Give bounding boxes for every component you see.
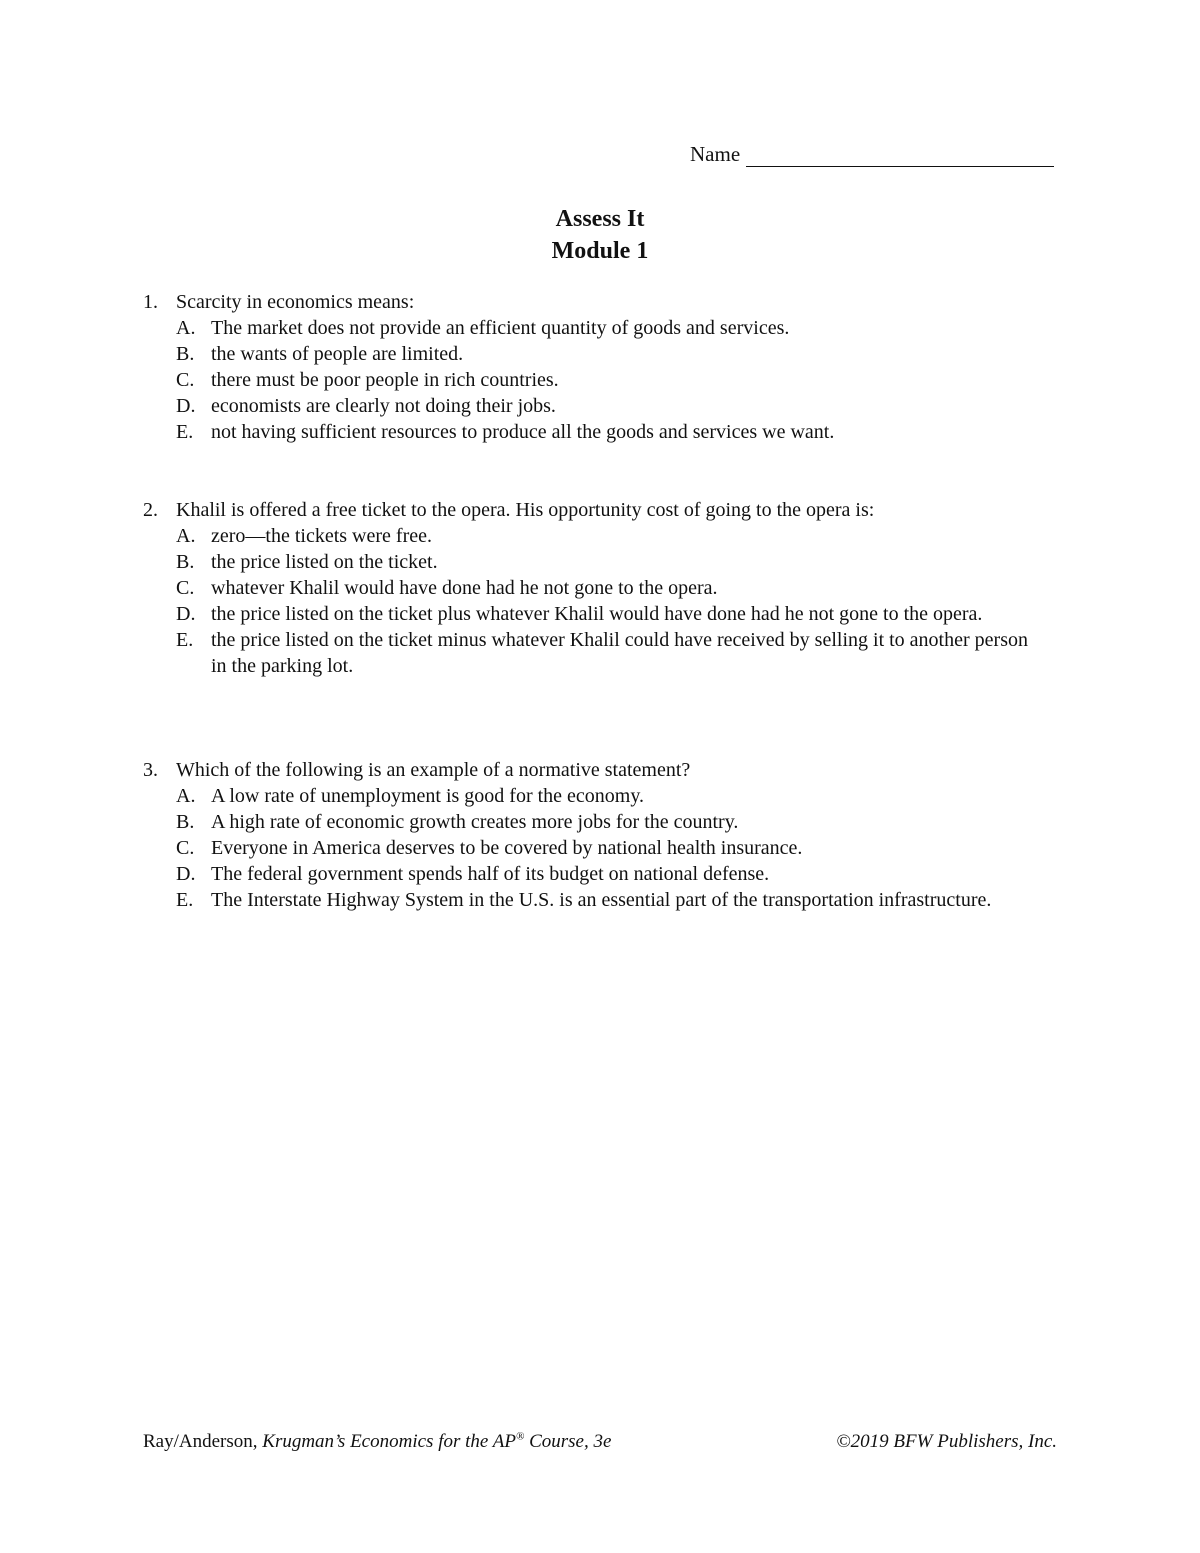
answer-option-a: [176, 315, 1043, 341]
option-letter: E.: [176, 421, 194, 443]
option-letter: B.: [176, 551, 195, 573]
option-text: A low rate of unemployment is good for the economy.: [211, 785, 645, 807]
answer-option-e: [176, 627, 1043, 679]
option-letter: E.: [176, 889, 194, 911]
answer-option-b: [176, 341, 1043, 367]
answer-option-a: [176, 783, 1043, 809]
question-3: [143, 757, 1043, 913]
option-text: whatever Khalil would have done had he not gone to the opera.: [211, 577, 718, 599]
option-text: not having sufficient resources to produce all the goods and services we want.: [211, 421, 835, 443]
answer-option-a: [176, 523, 1043, 549]
title-line-1: Assess It: [555, 206, 645, 232]
answer-option-d: [176, 861, 1043, 887]
name-field: [690, 142, 1054, 167]
option-letter: D.: [176, 863, 196, 885]
question-stem: [143, 289, 1043, 315]
question-number: 3.: [143, 759, 158, 781]
answer-option-d: [176, 601, 1043, 627]
question-number: 2.: [143, 499, 158, 521]
option-text: the price listed on the ticket plus whatever Khalil would have done had he not gone to the opera.: [211, 603, 983, 625]
answer-option-c: [176, 575, 1043, 601]
option-text: The Interstate Highway System in the U.S. is an essential part of the transportation infrastructure.: [211, 889, 992, 911]
option-letter: D.: [176, 603, 196, 625]
question-number: 1.: [143, 291, 158, 313]
answer-option-e: [176, 887, 1043, 913]
option-text: the price listed on the ticket.: [211, 551, 438, 573]
footer-book-title: Krugman’s Economics for the AP: [262, 1431, 516, 1452]
footer-citation: [143, 1431, 611, 1453]
worksheet-title: [0, 203, 1200, 267]
option-text: The market does not provide an efficient quantity of goods and services.: [211, 317, 790, 339]
answer-option-e: [176, 419, 1043, 445]
option-letter: A.: [176, 317, 196, 339]
name-blank-line[interactable]: [746, 144, 1054, 167]
option-letter: C.: [176, 369, 195, 391]
answer-option-d: [176, 393, 1043, 419]
option-letter: B.: [176, 811, 195, 833]
option-letter: A.: [176, 785, 196, 807]
option-text: economists are clearly not doing their jobs.: [211, 395, 556, 417]
answer-option-b: [176, 809, 1043, 835]
option-letter: C.: [176, 837, 195, 859]
option-letter: A.: [176, 525, 196, 547]
title-line-2: Module 1: [551, 238, 649, 264]
question-text: Khalil is offered a free ticket to the opera. His opportunity cost of going to the opera is:: [176, 499, 875, 521]
option-letter: E.: [176, 629, 194, 651]
option-text: A high rate of economic growth creates more jobs for the country.: [211, 811, 739, 833]
question-text: Scarcity in economics means:: [176, 291, 415, 313]
option-letter: D.: [176, 395, 196, 417]
answer-options: [176, 315, 1043, 445]
name-label: Name: [690, 142, 741, 166]
answer-option-b: [176, 549, 1043, 575]
footer-copyright: ©2019 BFW Publishers, Inc.: [836, 1431, 1057, 1452]
answer-options: [176, 783, 1043, 913]
question-stem: [143, 497, 1043, 523]
answer-options: [176, 523, 1043, 679]
page-footer: [143, 1431, 1057, 1453]
option-text: the wants of people are limited.: [211, 343, 464, 365]
option-text: zero—the tickets were free.: [211, 525, 432, 547]
option-text: there must be poor people in rich countries.: [211, 369, 559, 391]
option-letter: C.: [176, 577, 195, 599]
footer-book-suffix: Course, 3e: [529, 1431, 612, 1452]
option-text: the price listed on the ticket minus whatever Khalil could have received by selling it to another person in the parking lot.: [211, 629, 1028, 677]
question-stem: [143, 757, 1043, 783]
registered-mark: ®: [515, 1430, 525, 1443]
option-letter: B.: [176, 343, 195, 365]
question-text: Which of the following is an example of a normative statement?: [176, 759, 691, 781]
footer-authors: Ray/Anderson,: [143, 1431, 258, 1452]
answer-option-c: [176, 367, 1043, 393]
question-2: [143, 497, 1043, 679]
answer-option-c: [176, 835, 1043, 861]
option-text: The federal government spends half of its budget on national defense.: [211, 863, 770, 885]
question-1: [143, 289, 1043, 445]
option-text: Everyone in America deserves to be covered by national health insurance.: [211, 837, 803, 859]
